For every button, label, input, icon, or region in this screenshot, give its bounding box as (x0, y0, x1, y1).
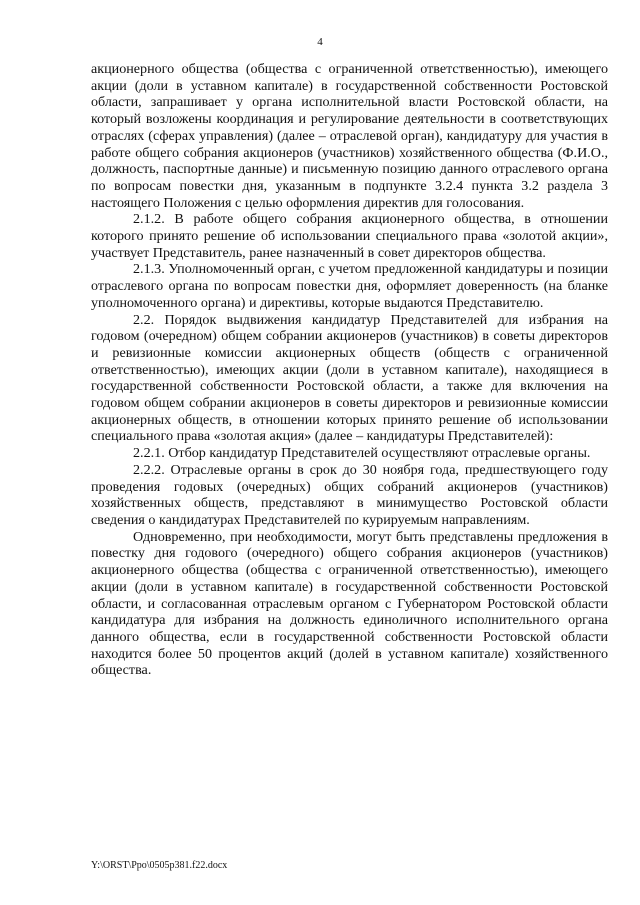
paragraph-2-2-2: 2.2.2. Отраслевые органы в срок до 30 ноября года, предшествующего году проведения годовых (очередных) общих собраний акционеров (участников) хозяйственных обществ, представляют в минимущество Ростовской области сведения о кандидатурах Представителей по курируемым направлениям. (91, 461, 608, 528)
document-body (91, 61, 608, 679)
footer-file-path: Y:\ORST\Ppo\0505p381.f22.docx (91, 860, 228, 871)
paragraph-2-2: 2.2. Порядок выдвижения кандидатур Представителей для избрания на годовом (очередном) общем собрании акционеров (участников) в советы директоров и ревизионные комиссии акционерных обществ (обществ с ограниченной ответственностью), имеющих акции (доли в уставном капитале), находящиеся в государственной собственности Ростовской области, а также для включения на годовом общем собрании акционеров в советы директоров и ревизионные комиссии акционерных обществ, в отношении которых принято решение об использовании специального права «золотая акция» (далее – кандидатуры Представителей): (91, 311, 608, 445)
paragraph-2-2-1: 2.2.1. Отбор кандидатур Представителей осуществляют отраслевые органы. (133, 445, 591, 462)
page-number: 4 (317, 36, 323, 48)
paragraph-2-1-2: 2.1.2. В работе общего собрания акционерного общества, в отношении которого принято решение об использовании специального права «золотой акции», участвует Представитель, ранее назначенный в совет директоров общества. (91, 211, 608, 261)
paragraph-2-1-3: 2.1.3. Уполномоченный орган, с учетом предложенной кандидатуры и позиции отраслевого органа по вопросам повестки дня, оформляет доверенность (на бланке уполномоченного органа) и директивы, которые выдаются Представителю. (91, 261, 608, 311)
paragraph-continuation: акционерного общества (общества с ограниченной ответственностью), имеющего акции (доли в уставном капитале) в государственной собственности Ростовской области, запрашивает у органа исполнительной власти Ростовской области, на который возложены координация и регулирование деятельности в соответствующих отраслях (сферах управления) (далее – отраслевой орган), кандидатуру для участия в работе общего собрания акционеров (участников) хозяйственного общества (Ф.И.О., должность, паспортные данные) и письменную позицию данного отраслевого органа по вопросам повестки дня, указанным в подпункте 3.2.4 пункта 3.2 раздела 3 настоящего Положения с целью оформления директив для голосования. (91, 61, 608, 211)
paragraph-simultaneously: Одновременно, при необходимости, могут быть представлены предложения в повестку дня годового (очередного) общего собрания акционеров (участников) акционерного общества (общества с ограниченной ответственностью), имеющего акции (доли в уставном капитале) в государственной собственности Ростовской области, и согласованная отраслевым органом с Губернатором Ростовской области кандидатура для избрания на должность единоличного исполнительного органа данного общества, если в государственной собственности Ростовской области находится более 50 процентов акций (долей в уставном капитале) хозяйственного общества. (91, 528, 608, 679)
